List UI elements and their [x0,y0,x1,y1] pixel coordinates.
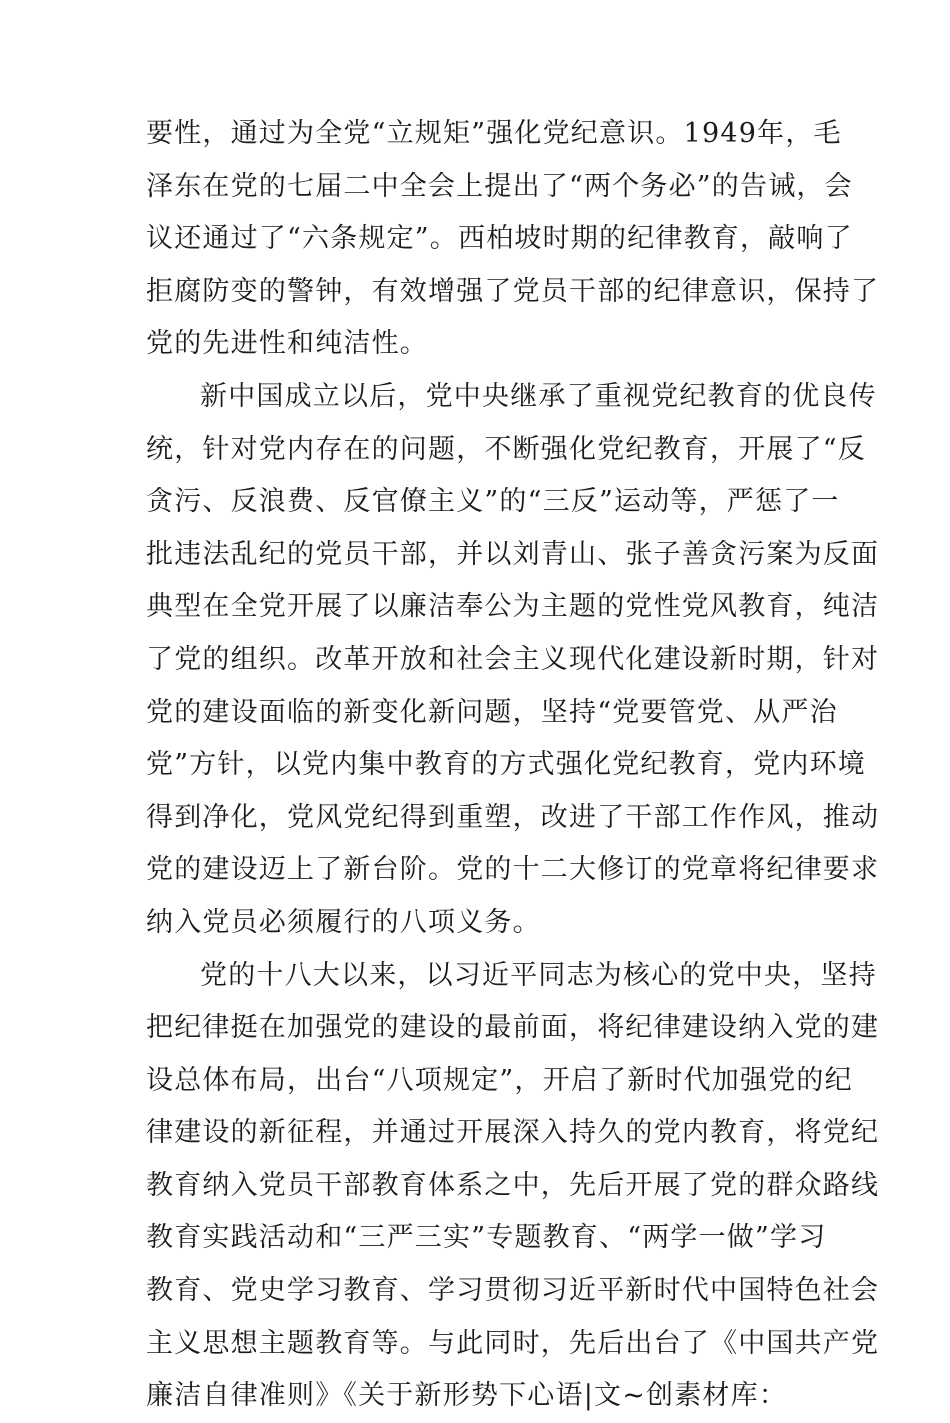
text-line: 统，针对党内存在的问题，不断强化党纪教育，开展了“反 [146,433,867,465]
paragraph [146,108,880,371]
text-line: 得到净化，党风党纪得到重塑，改进了干部工作作风，推动 [146,801,880,833]
text-line: 了党的组织。改革开放和社会主义现代化建设新时期，针对 [146,643,880,675]
paragraph [146,950,880,1423]
text-line: 贪污、反浪费、反官僚主义”的“三反”运动等，严惩了一 [146,486,840,518]
text-line: 主义思想主题教育等。与此同时，先后出台了《中国共产党 [146,1327,880,1359]
text-line: 党的建设迈上了新台阶。党的十二大修订的党章将纪律要求 [146,854,880,886]
text-line: 拒腐防变的警钟，有效增强了党员干部的纪律意识，保持了 [146,275,880,307]
text-line: 设总体布局，出台“八项规定”，开启了新时代加强党的纪 [146,1064,853,1096]
text-line: 教育实践活动和“三严三实”专题教育、“两学一做”学习 [146,1222,827,1254]
text-line: 纳入党员必须履行的八项义务。 [146,906,541,938]
text-line: 教育、党史学习教育、学习贯彻习近平新时代中国特色社会 [146,1275,880,1307]
body-text [146,108,880,1423]
text-line: 议还通过了“六条规定”。西柏坡时期的纪律教育，敲响了 [146,223,853,255]
text-line: 党的建设面临的新变化新问题，坚持“党要管党、从严治 [146,696,838,728]
text-line: 律建设的新征程，并通过开展深入持久的党内教育，将党纪 [146,1117,880,1149]
text-line: 党的十八大以来，以习近平同志为核心的党中央，坚持 [200,959,877,991]
text-line: 把纪律挺在加强党的建设的最前面，将纪律建设纳入党的建 [146,1012,880,1044]
text-line: 批违法乱纪的党员干部，并以刘青山、张子善贪污案为反面 [146,538,880,570]
text-line: 教育纳入党员干部教育体系之中，先后开展了党的群众路线 [146,1169,880,1201]
paragraph [146,371,880,950]
text-line: 党的先进性和纯洁性。 [146,328,428,360]
text-line: 党”方针，以党内集中教育的方式强化党纪教育，党内环境 [146,749,867,781]
text-line: 泽东在党的七届二中全会上提出了“两个务必”的告诫，会 [146,170,853,202]
text-line: 典型在全党开展了以廉洁奉公为主题的党性党风教育，纯洁 [146,591,880,623]
text-line: 要性，通过为全党“立规矩”强化党纪意识。1949年，毛 [146,118,842,149]
text-line: 廉洁自律准则》《关于新形势下心语|文~创素材库： [146,1380,788,1412]
text-line: 新中国成立以后，党中央继承了重视党纪教育的优良传 [200,380,877,412]
